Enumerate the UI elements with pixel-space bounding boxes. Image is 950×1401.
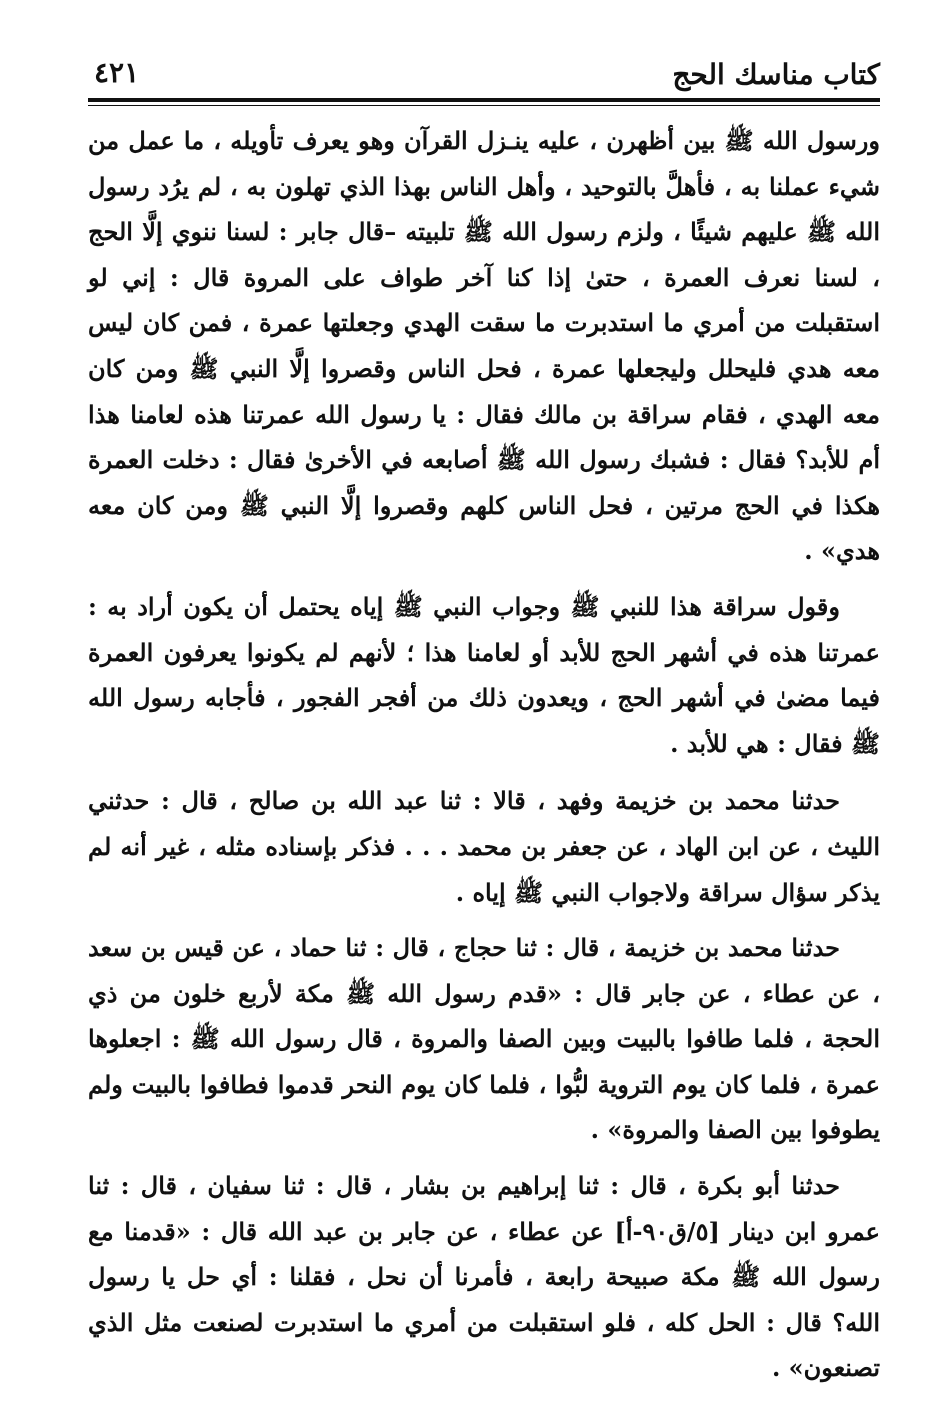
header-rule-thick <box>88 98 880 102</box>
paragraph-commentary: وقول سراقة هذا للنبي ﷺ وجواب النبي ﷺ إياه يحتمل أن يكون أراد به : عمرتنا هذه في أشهر الحج للأبد أو لعامنا هذا ؛ لأنهم لم يكونوا يعرفون العمرة فيما مضىٰ في أشهر الحج ، ويعدون ذلك من أفجر الفجور ، فأجابه رسول الله ﷺ فقال : هي للأبد . <box>88 591 881 758</box>
page-number: ٤٢١ <box>94 56 140 89</box>
main-text <box>88 118 880 1401</box>
book-title: كتاب مناسك الحج <box>672 58 880 91</box>
running-header <box>88 52 880 92</box>
paragraph-isnad-2: حدثنا محمد بن خزيمة ، قال : ثنا حجاج ، قال : ثنا حماد ، عن قيس بن سعد ، عن عطاء ، عن جابر قال : «قدم رسول الله ﷺ مكة لأربع خلون من ذي الحجة ، فلما طافوا بالبيت وبين الصفا والمروة ، قال رسول الله ﷺ : اجعلوها عمرة ، فلما كان يوم التروية لبُّوا ، فلما كان يوم النحر قدموا فطافوا بالبيت ولم يطوفوا بين الصفا والمروة» . <box>88 933 881 1145</box>
paragraph-hadith-continuation: ورسول الله ﷺ بين أظهرن ، عليه ينـزل القرآن وهو يعرف تأويله ، ما عمل من شيء عملنا به ، فأهلَّ بالتوحيد ، وأهل الناس بهذا الذي تهلون به ، لم يرُد رسول الله ﷺ عليهم شيئًا ، ولزم رسول الله ﷺ تلبيته –قال جابر : لسنا ننوي إلَّا الحج ، لسنا نعرف العمرة ، حتىٰ إذا كنا آخر طواف على المروة قال : إني لو استقبلت من أمري ما استدبرت ما سقت الهدي وجعلتها عمرة ، فمن كان ليس معه هدي فليحلل وليجعلها عمرة ، فحل الناس وقصروا إلَّا النبي ﷺ ومن كان معه الهدي ، فقام سراقة بن مالك فقال : يا رسول الله عمرتنا هذه لعامنا هذا أم للأبد؟ فقال : فشبك رسول الله ﷺ أصابعه في الأخرىٰ فقال : دخلت العمرة هكذا في الحج مرتين ، فحل الناس كلهم وقصروا إلَّا النبي ﷺ ومن كان معه هدي» . <box>88 126 880 566</box>
paragraph-isnad-1: حدثنا محمد بن خزيمة وفهد ، قالا : ثنا عبد الله بن صالح ، قال : حدثني الليث ، عن ابن الهاد ، عن جعفر بن محمد . . . فذكر بإسناده مثله ، غير أنه لم يذكر سؤال سراقة ولاجواب النبي ﷺ إياه . <box>88 786 880 907</box>
paragraph-isnad-3: حدثنا أبو بكرة ، قال : ثنا إبراهيم بن بشار ، قال : ثنا سفيان ، قال : ثنا عمرو ابن دينار [٥/ق٩٠-أ] عن عطاء ، عن جابر بن عبد الله قال : «قدمنا مع رسول الله ﷺ مكة صبيحة رابعة ، فأمرنا أن نحل ، فقلنا : أي حل يا رسول الله؟ قال : الحل كله ، فلو استقبلت من أمري ما استدبرت لصنعت مثل الذي تصنعون» . <box>88 1171 881 1383</box>
header-rule-thin <box>88 105 880 106</box>
